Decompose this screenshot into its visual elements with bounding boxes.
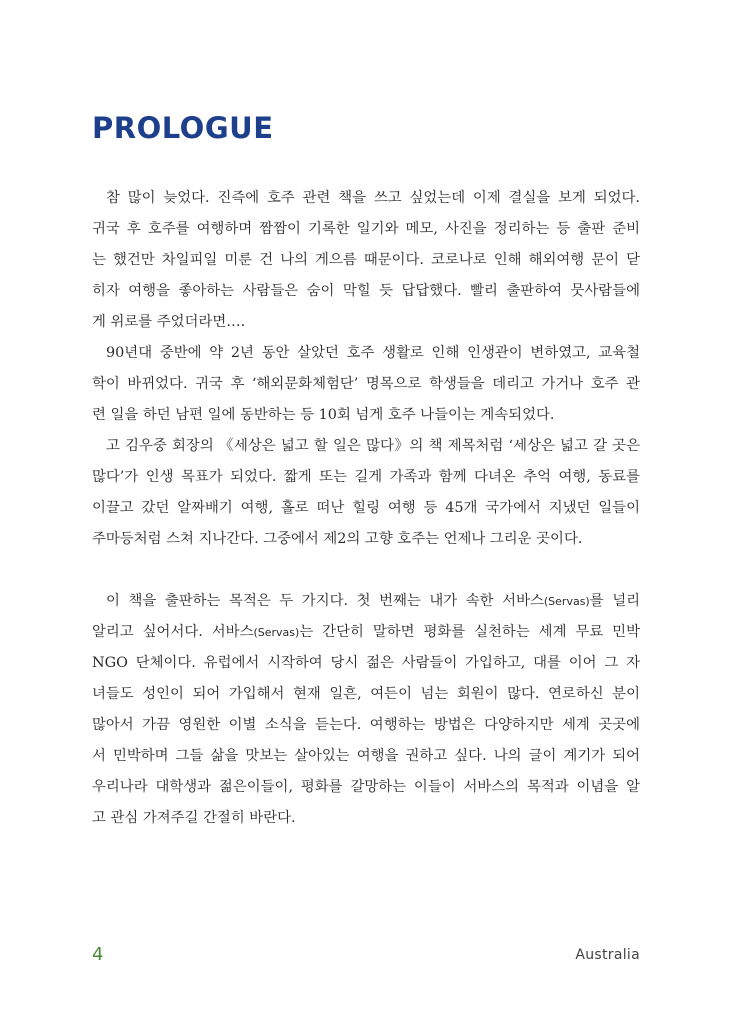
paragraph-3-line-3: 이끌고 갔던 알짜배기 여행, 홀로 떠난 힐링 여행 등 45개 국가에서 지냈던 일들이 xyxy=(92,500,640,516)
paragraph-4-line-2-tail: 는 간단히 말하면 평화를 실천하는 세계 무료 민박 xyxy=(299,624,640,640)
paragraph-2-line-2: 학이 바뀌었다. 귀국 후 ‘해외문화체험단’ 명목으로 학생들을 데리고 가거나 호주 관 xyxy=(92,376,640,392)
paragraph-4-line-2-text: 알리고 싶어서다. 서바스 xyxy=(92,624,254,640)
servas-note: (Servas) xyxy=(543,595,590,608)
paragraph-1-line-4: 히자 여행을 좋아하는 사람들은 숨이 막힐 듯 답답했다. 빨리 출판하여 뭇사람들에 xyxy=(92,283,640,299)
paragraph-3-line-2: 많다’가 인생 목표가 되었다. 짧게 또는 길게 가족과 함께 다녀온 추억 여행, 동료를 xyxy=(92,469,640,485)
page-title: PROLOGUE xyxy=(92,111,274,145)
paragraph-4-line-2 xyxy=(92,622,640,653)
paragraph-4-line-4: 녀들도 성인이 되어 가입해서 현재 일흔, 여든이 넘는 회원이 많다. 연로하신 분이 xyxy=(92,686,640,702)
paragraph-4-line-8: 고 관심 가져주길 간절히 바란다. xyxy=(92,810,296,826)
paragraph-2-line-3: 련 일을 하던 남편 일에 동반하는 등 10회 넘게 호주 나들이는 계속되었다. xyxy=(92,407,555,423)
paragraph-1-line-1: 참 많이 늦었다. 진즉에 호주 관련 책을 쓰고 싶었는데 이제 결실을 보게 되었다. xyxy=(106,190,640,206)
paragraph-1-line-5: 게 위로를 주었더라면…. xyxy=(92,314,246,330)
paragraph-4-line-1-text: 이 책을 출판하는 목적은 두 가지다. 첫 번째는 내가 속한 서바스 xyxy=(106,593,544,609)
paragraph-4-line-7: 우리나라 대학생과 젊은이들이, 평화를 갈망하는 이들이 서바스의 목적과 이념을 알 xyxy=(92,779,640,795)
paragraph-2-line-1: 90년대 중반에 약 2년 동안 살았던 호주 생활로 인해 인생관이 변하였고, 교육철 xyxy=(106,345,640,361)
paragraph-1-line-3: 는 했건만 차일피일 미룬 건 나의 게으름 때문이다. 코로나로 인해 해외여행 문이 닫 xyxy=(92,252,640,268)
paragraph-3-line-4: 주마등처럼 스쳐 지나간다. 그중에서 제2의 고향 호주는 언제나 그리운 곳이다. xyxy=(92,531,583,547)
paragraph-4-line-3: NGO 단체이다. 유럽에서 시작하여 당시 젊은 사람들이 가입하고, 대를 이어 그 자 xyxy=(92,655,640,671)
paragraph-3-line-1: 고 김우중 회장의 《세상은 넓고 할 일은 많다》의 책 제목처럼 ‘세상은 넓고 갈 곳은 xyxy=(106,438,640,454)
servas-note: (Servas) xyxy=(253,626,300,639)
paragraph-spacer xyxy=(92,560,640,591)
paragraph-4-line-5: 많아서 가끔 영원한 이별 소식을 듣는다. 여행하는 방법은 다양하지만 세계 곳곳에 xyxy=(92,717,640,733)
paragraph-4-line-1 xyxy=(92,591,640,622)
paragraph-4-line-6: 서 민박하며 그들 삶을 맛보는 살아있는 여행을 권하고 싶다. 나의 글이 계기가 되어 xyxy=(92,748,640,764)
paragraph-4-line-1-tail: 를 널리 xyxy=(589,593,640,609)
page-number: 4 xyxy=(92,944,104,965)
body-text xyxy=(92,188,640,839)
paragraph-1-line-2: 귀국 후 호주를 여행하며 짬짬이 기록한 일기와 메모, 사진을 정리하는 등 출판 준비 xyxy=(92,221,640,237)
running-footer-title: Australia xyxy=(575,947,640,963)
